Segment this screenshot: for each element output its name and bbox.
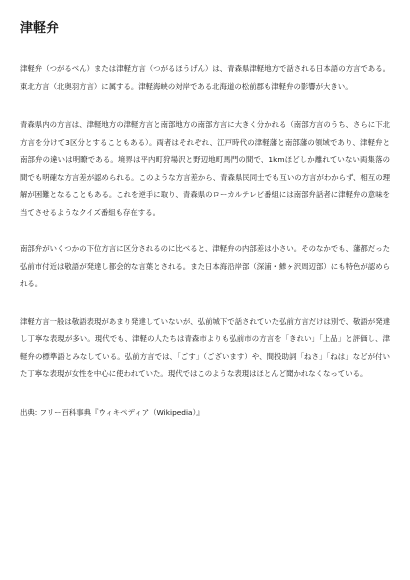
paragraph-intro: 津軽弁（つがるべん）または津軽方言（つがるほうげん）は、青森県津軽地方で話される日本語の方言である。東北方言（北奥羽方言）に属する。津軽海峡の対岸である北海道の松前郡も津軽弁の影響が大きい。 <box>20 64 390 91</box>
source-citation: 出典: フリー百科事典『ウィキペディア（Wikipedia）』 <box>20 407 204 417</box>
paragraph-regional-division: 青森県内の方言は、津軽地方の津軽方言と南部地方の南部方言に大きく分かれる（南部方言のうち、さらに下北方言を分けて3区分とすることもある）。両者はそれぞれ、江戸時代の津軽藩と南部藩の領域であり、津軽弁と南部弁の違いは明瞭である。境界は平内町狩場沢と野辺地町馬門の間で、1kmほどしか離れていない両集落の間でも明確な方言差が認められる。このような方言差から、青森県民同士でも互いの方言がわからず、相互の理解が困難となることもある。これを逆手に取り、青森県のローカルテレビ番組には南部弁話者に津軽弁の意味を当てさせるようなクイズ番組も存在する。 <box>20 120 390 217</box>
paragraph-internal-variation: 南部弁がいくつかの下位方言に区分されるのに比べると、津軽弁の内部差は小さい。そのなかでも、藩都だった弘前市付近は敬語が発達し都会的な言葉とされる。また日本海沿岸部（深浦・鰺ヶ沢周辺部）にも特色が認められる。 <box>20 244 390 288</box>
page-title: 津軽弁 <box>20 21 60 36</box>
paragraph-honorifics: 津軽方言一般は敬語表現があまり発達していないが、弘前城下で話されていた弘前方言だけは別で、敬語が発達し丁寧な表現が多い。現代でも、津軽の人たちは青森市よりも弘前市の方言を「きれい」「上品」と評価し、津軽弁の標準語とみなしている。弘前方言では、「ごす」（ございます）や、間投助詞「ねさ」「ねは」などが付いた丁寧な表現が女性を中心に使われていた。現代ではこのような表現はほとんど聞かれなくなっている。 <box>20 316 390 378</box>
